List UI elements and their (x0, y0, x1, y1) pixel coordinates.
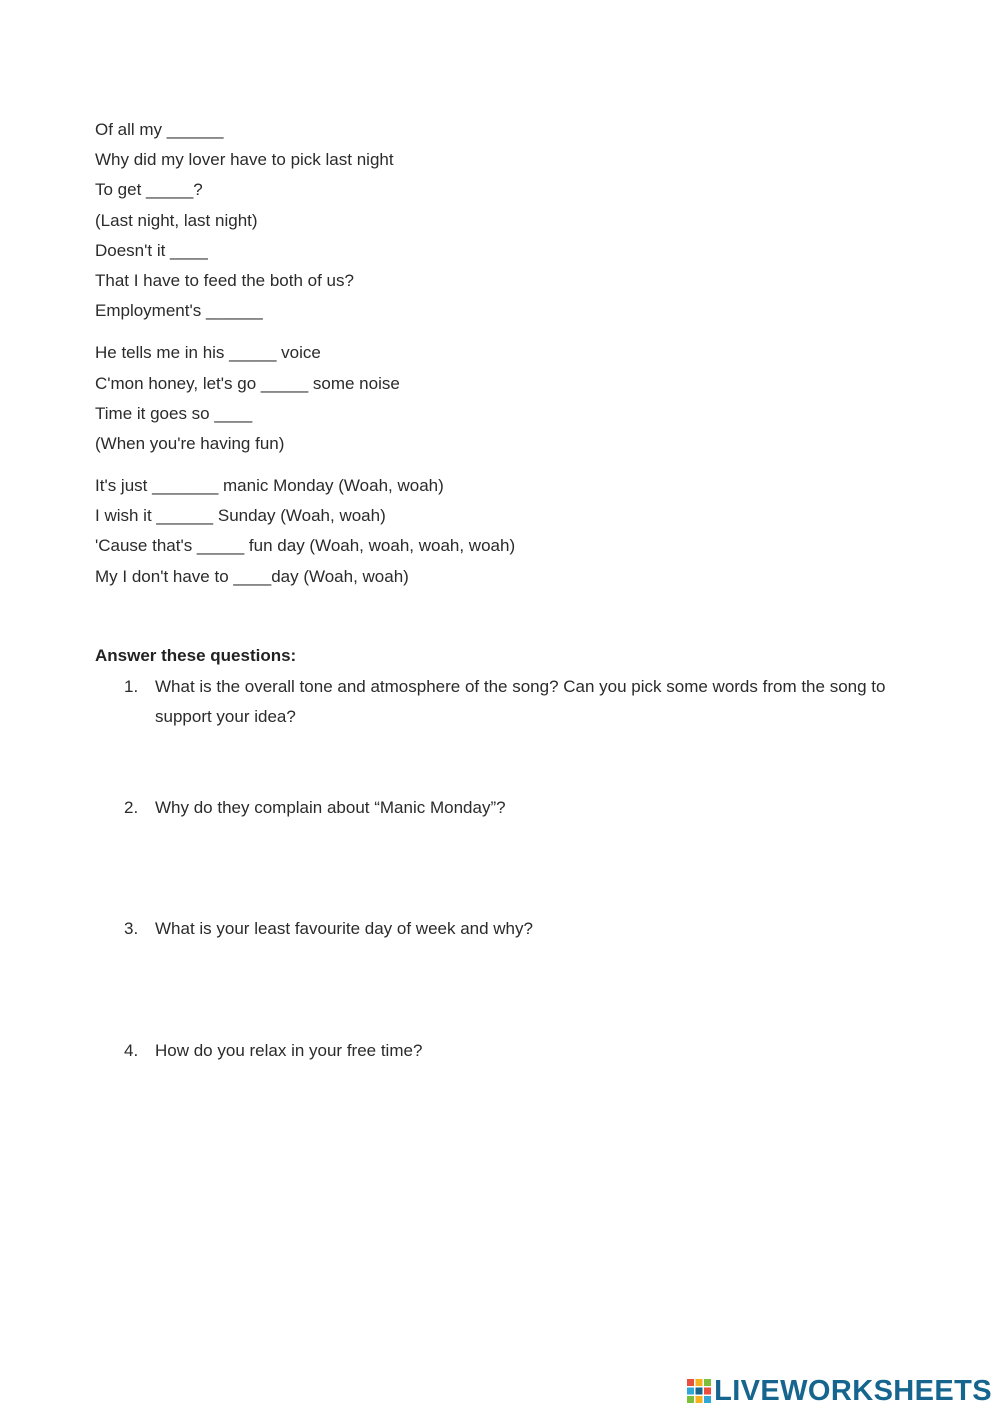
question-item-3 (124, 914, 914, 944)
liveworksheets-brand-text: LIVEWORKSHEETS (714, 1375, 992, 1407)
lyric-line: (When you're having fun) (95, 433, 285, 453)
lyric-line: Employment's ______ (95, 301, 263, 321)
question-number: 3. (124, 919, 139, 938)
question-item-2 (124, 793, 914, 823)
question-text: What is your least favourite day of week and why? (155, 919, 533, 938)
lyric-line: He tells me in his _____ voice (95, 343, 321, 363)
question-text: How do you relax in your free time? (155, 1041, 423, 1060)
lyric-line: C'mon honey, let's go _____ some noise (95, 373, 400, 393)
question-number: 1. (124, 677, 139, 696)
question-item-4 (124, 1036, 914, 1066)
question-item-1 (124, 672, 914, 732)
lyric-line: Why did my lover have to pick last night (95, 150, 394, 170)
lyric-line: My I don't have to ____day (Woah, woah) (95, 566, 409, 586)
liveworksheets-logo-icon (687, 1379, 711, 1403)
song-lyrics (95, 115, 915, 604)
lyrics-stanza-2 (95, 338, 915, 459)
lyric-line: I wish it ______ Sunday (Woah, woah) (95, 506, 386, 526)
liveworksheets-logo (687, 1375, 992, 1407)
lyric-line: Time it goes so ____ (95, 403, 253, 423)
lyric-line: That I have to feed the both of us? (95, 270, 354, 290)
lyric-line: To get _____? (95, 180, 203, 200)
questions-heading: Answer these questions: (95, 646, 297, 665)
lyric-line: Of all my ______ (95, 120, 224, 139)
lyric-line: (Last night, last night) (95, 210, 258, 230)
question-number: 2. (124, 798, 139, 817)
question-text: What is the overall tone and atmosphere of the song? Can you pick some words from the song to support your idea? (155, 677, 886, 726)
lyric-line: 'Cause that's _____ fun day (Woah, woah, woah, woah) (95, 536, 516, 556)
lyrics-stanza-3 (95, 471, 915, 592)
question-text: Why do they complain about “Manic Monday”? (155, 798, 506, 817)
lyric-line: It's just _______ manic Monday (Woah, woah) (95, 476, 444, 496)
lyrics-stanza-1 (95, 115, 915, 326)
question-number: 4. (124, 1041, 139, 1060)
lyric-line: Doesn't it ____ (95, 240, 208, 260)
